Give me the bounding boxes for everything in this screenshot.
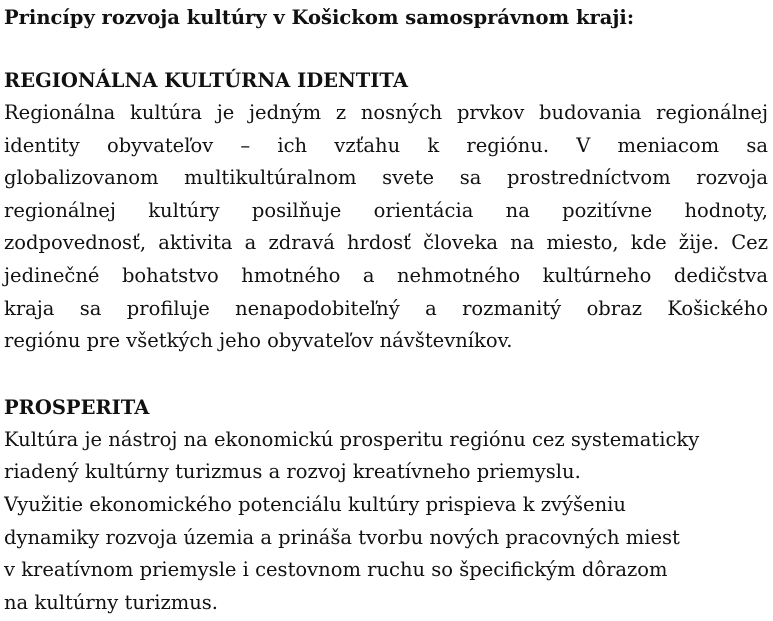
paragraph-line: globalizovanom multikultúralnom svete sa prostredníctvom rozvoja xyxy=(4,166,768,190)
section-heading-prosperity: PROSPERITA xyxy=(4,395,150,419)
document-title: Princípy rozvoja kultúry v Košickom samosprávnom kraji: xyxy=(4,6,635,29)
paragraph-line: riadený kultúrny turizmus a rozvoj kreatívneho priemyslu. xyxy=(4,460,581,484)
section-paragraph-identity xyxy=(4,97,768,358)
paragraph-line: Regionálna kultúra je jedným z nosných prvkov budovania regionálnej xyxy=(4,101,768,124)
paragraph-line: dynamiky rozvoja územia a prináša tvorbu nových pracovných miest xyxy=(4,525,680,549)
paragraph-line: zodpovednosť, aktivita a zdravá hrdosť človeka na miesto, kde žije. Cez xyxy=(4,231,768,255)
paragraph-line: kraja sa profiluje nenapodobiteľný a rozmanitý obraz Košického xyxy=(4,296,768,320)
paragraph-line: regionálnej kultúry posilňuje orientácia na pozitívne hodnoty, xyxy=(4,198,768,222)
section-paragraph-prosperity xyxy=(4,424,768,620)
spacer xyxy=(4,34,768,65)
document xyxy=(4,2,768,619)
spacer xyxy=(4,358,768,392)
section-heading-identity: REGIONÁLNA KULTÚRNA IDENTITA xyxy=(4,69,409,92)
paragraph-line: Využitie ekonomického potenciálu kultúry prispieva k zvýšeniu xyxy=(4,492,626,516)
paragraph-line: Kultúra je nástroj na ekonomickú prosperitu regiónu cez systematicky xyxy=(4,427,700,451)
paragraph-line: jedinečné bohatstvo hmotného a nehmotného kultúrneho dedičstva xyxy=(4,263,768,287)
paragraph-line: identity obyvateľov – ich vzťahu k regiónu. V meniacom sa xyxy=(4,133,768,157)
paragraph-line: na kultúrny turizmus. xyxy=(4,590,218,614)
paragraph-line: regiónu pre všetkých jeho obyvateľov návštevníkov. xyxy=(4,329,513,353)
paragraph-line: v kreatívnom priemysle i cestovnom ruchu so špecifickým dôrazom xyxy=(4,558,668,582)
